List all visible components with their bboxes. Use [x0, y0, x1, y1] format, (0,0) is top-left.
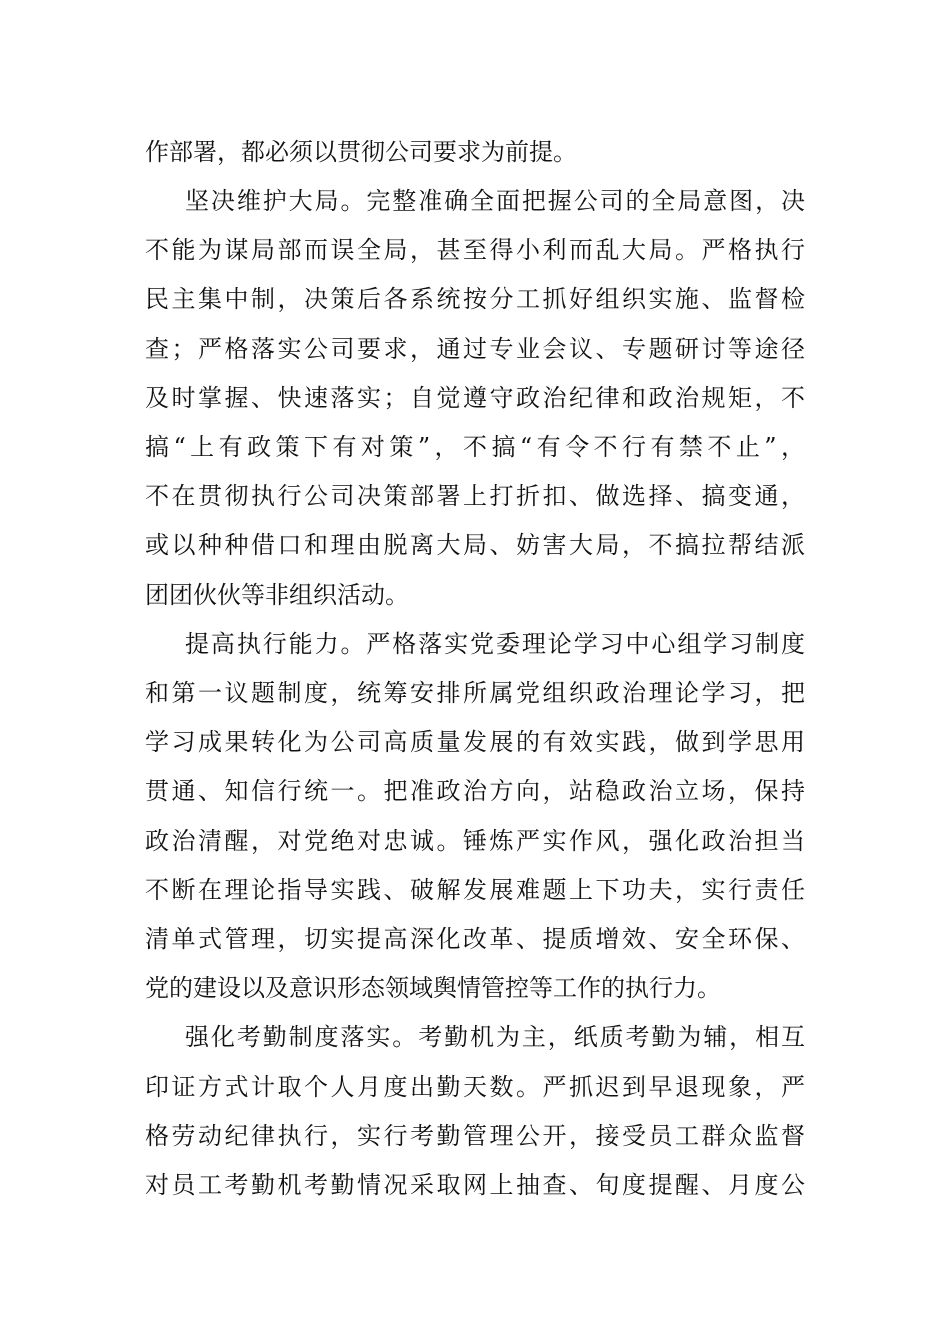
text-line: 清单式管理，切实提高深化改革、提质增效、安全环保、 — [145, 925, 805, 953]
text-line: 团团伙伙等非组织活动。 — [145, 581, 409, 609]
text-line: 不断在理论指导实践、破解发展难题上下功夫，实行责任 — [145, 876, 805, 904]
text-line: 和第一议题制度，统筹安排所属党组织政治理论学习，把 — [145, 679, 805, 707]
text-line: 提高执行能力。严格落实党委理论学习中心组学习制度 — [185, 630, 805, 658]
text-line: 对员工考勤机考勤情况采取网上抽查、旬度提醒、月度公 — [145, 1171, 805, 1199]
text-line: 民主集中制，决策后各系统按分工抓好组织实施、监督检 — [145, 285, 805, 313]
text-line: 学习成果转化为公司高质量发展的有效实践，做到学思用 — [145, 728, 805, 756]
text-line: 坚决维护大局。完整准确全面把握公司的全局意图，决 — [185, 187, 805, 215]
text-line: 政治清醒，对党绝对忠诚。锤炼严实作风，强化政治担当 — [145, 827, 805, 855]
text-line: 查；严格落实公司要求，通过专业会议、专题研讨等途径 — [145, 335, 805, 363]
text-line: 及时掌握、快速落实；自觉遵守政治纪律和政治规矩，不 — [145, 384, 805, 412]
text-line: 贯通、知信行统一。把准政治方向，站稳政治立场，保持 — [145, 777, 805, 805]
text-line: 不在贯彻执行公司决策部署上打折扣、做选择、搞变通， — [145, 482, 805, 510]
text-line: 格劳动纪律执行，实行考勤管理公开，接受员工群众监督 — [145, 1122, 805, 1150]
text-line: 或以种种借口和理由脱离大局、妨害大局，不搞拉帮结派 — [145, 531, 805, 559]
text-line: 搞“上有政策下有对策”，不搞“有令不行有禁不止”， — [145, 433, 805, 461]
text-line: 印证方式计取个人月度出勤天数。严抓迟到早退现象，严 — [145, 1073, 805, 1101]
text-line: 党的建设以及意识形态领域舆情管控等工作的执行力。 — [145, 974, 721, 1002]
text-line: 强化考勤制度落实。考勤机为主，纸质考勤为辅，相互 — [185, 1023, 805, 1051]
text-line: 作部署，都必须以贯彻公司要求为前提。 — [145, 138, 577, 166]
text-line: 不能为谋局部而误全局，甚至得小利而乱大局。严格执行 — [145, 236, 805, 264]
